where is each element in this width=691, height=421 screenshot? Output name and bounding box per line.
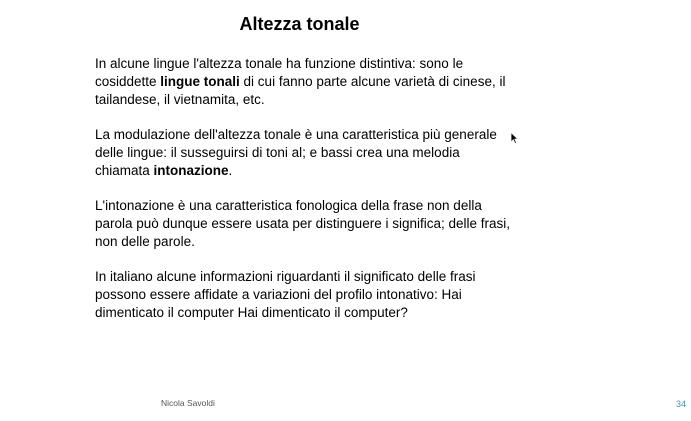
- slide-body: [95, 55, 515, 339]
- footer-author: Nicola Savoldi: [161, 398, 215, 408]
- paragraph-text: In alcune lingue l'altezza tonale ha funzione distintiva: sono le cosiddette: [95, 56, 464, 89]
- paragraph-italian-examples: [95, 268, 515, 322]
- paragraph-text: .: [228, 163, 233, 178]
- paragraph-text: In italiano alcune informazioni riguardanti il significato delle frasi possono essere affidate a variazioni del profilo intonativo:: [95, 269, 476, 302]
- paragraph-text: di cui fanno parte alcune varietà di cinese, il tailandese, il vietnamita, etc.: [95, 74, 506, 107]
- bold-term-intonazione: intonazione: [153, 163, 229, 178]
- paragraph-text: La modulazione dell'altezza tonale è una caratteristica più generale delle lingue: il susseguirsi di toni al; e bassi crea una melodia chiamata: [95, 127, 497, 178]
- paragraph-intonation: [95, 197, 515, 251]
- slide-number: 34: [676, 399, 687, 409]
- mouse-pointer-icon: [510, 132, 519, 144]
- paragraph-modulation: [95, 126, 515, 180]
- bold-term-lingue-tonali: lingue tonali: [160, 74, 240, 89]
- paragraph-tonal-languages: [95, 55, 515, 109]
- slide-title: Altezza tonale: [239, 14, 360, 34]
- paragraph-text: L'intonazione è una caratteristica fonologica della frase non della parola può dunque essere usata per distinguere i significa; delle frasi, non delle parole.: [95, 198, 511, 249]
- example-statement: Hai dimenticato il computer: [95, 287, 462, 320]
- example-question: Hai dimenticato il computer?: [237, 305, 408, 320]
